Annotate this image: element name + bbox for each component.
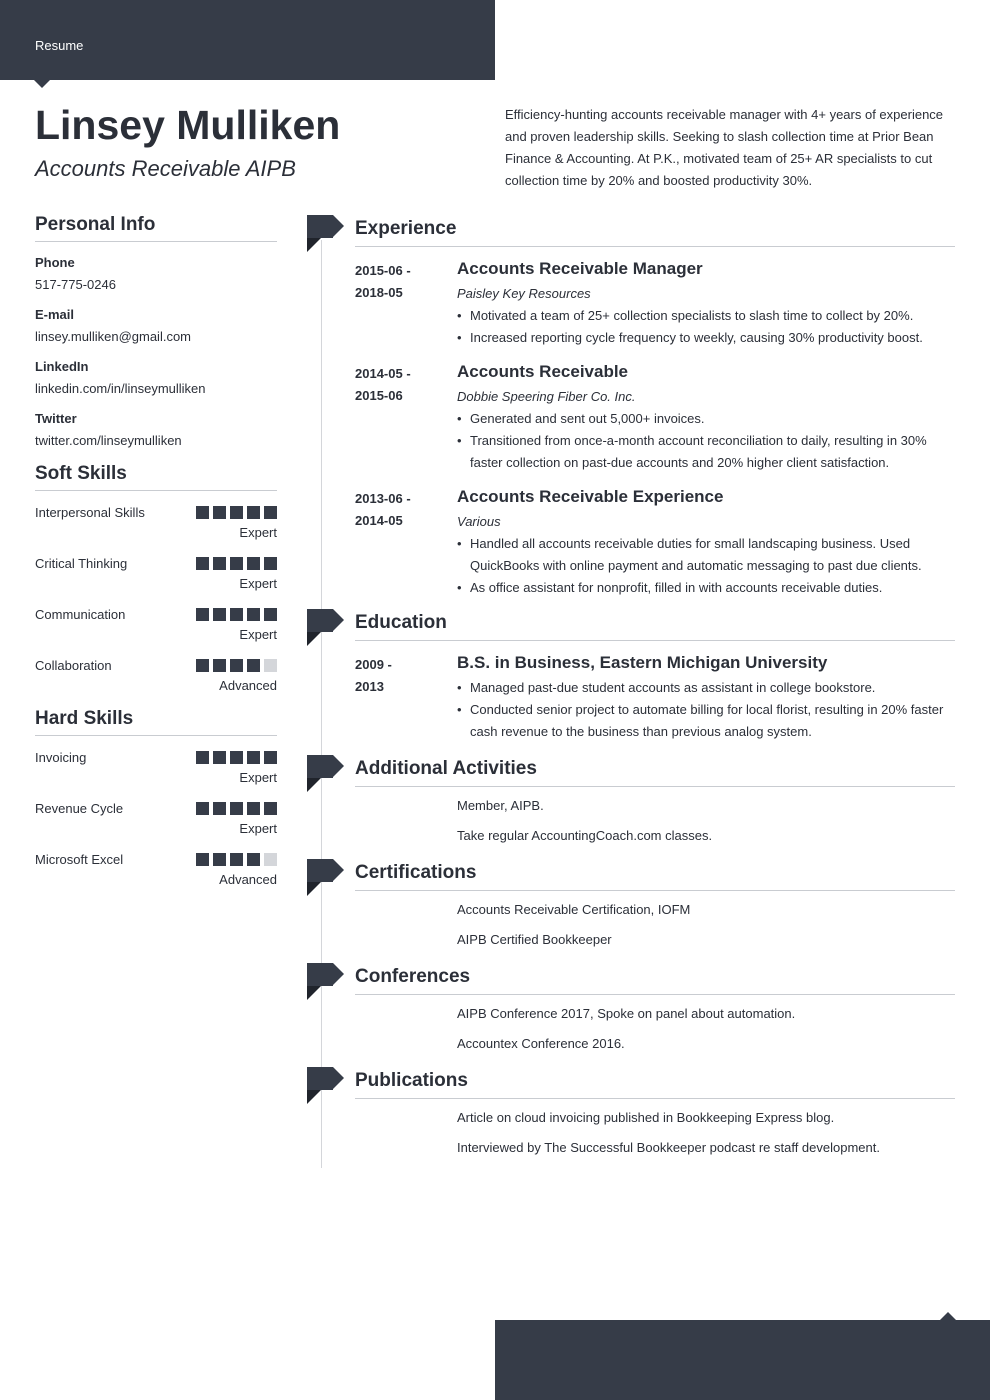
rating-square	[247, 751, 260, 764]
rating-square	[247, 853, 260, 866]
personal-info-list	[35, 255, 277, 449]
rating-square	[230, 506, 243, 519]
flag-icon	[307, 859, 344, 896]
bullet-item: • Motivated a team of 25+ collection specialists to slash time to collect by 20%.	[457, 305, 955, 327]
rating-square	[213, 853, 226, 866]
certifications-heading: Certifications	[355, 862, 955, 891]
rating-square	[230, 751, 243, 764]
timeline-entry	[355, 258, 955, 349]
skill-rating	[192, 608, 277, 621]
list-item: Interviewed by The Successful Bookkeeper podcast re staff development.	[457, 1140, 880, 1155]
entry-body	[457, 361, 955, 474]
skill-item	[35, 851, 277, 902]
candidate-name: Linsey Mulliken	[35, 102, 341, 148]
flag-icon	[307, 963, 344, 1000]
rating-square	[213, 802, 226, 815]
rating-square	[264, 853, 277, 866]
entry-body	[457, 258, 955, 349]
entry-body	[457, 652, 955, 743]
footer-bar	[495, 1320, 990, 1400]
bullet-item: • Handled all accounts receivable duties for small landscaping business. Used QuickBooks with online payment and automatic messaging to past due clients.	[457, 533, 955, 577]
entry-date	[355, 260, 445, 304]
skill-item	[35, 749, 277, 800]
linkedin-label: LinkedIn	[35, 359, 89, 374]
rating-square	[264, 802, 277, 815]
conferences-heading: Conferences	[355, 966, 955, 995]
list-item: Member, AIPB.	[457, 798, 544, 813]
rating-square	[264, 608, 277, 621]
soft-skills-list	[35, 504, 277, 708]
personal-info-heading: Personal Info	[35, 214, 277, 242]
rating-square	[247, 608, 260, 621]
flag-icon	[307, 1067, 344, 1104]
experience-entries	[307, 258, 955, 611]
rating-square	[196, 659, 209, 672]
date-start: 2015-06 -	[355, 263, 411, 278]
rating-square	[230, 853, 243, 866]
rating-square	[230, 608, 243, 621]
list-item: Article on cloud invoicing published in Bookkeeping Express blog.	[457, 1110, 835, 1125]
skill-name: Collaboration	[35, 658, 112, 673]
skill-rating	[192, 659, 277, 672]
entry-title: B.S. in Business, Eastern Michigan University	[457, 653, 828, 672]
rating-square	[196, 853, 209, 866]
rating-square	[264, 557, 277, 570]
skill-item	[35, 606, 277, 657]
bullet-item: • Managed past-due student accounts as assistant in college bookstore.	[457, 677, 955, 699]
timeline-entry	[355, 486, 955, 599]
soft-skills-heading: Soft Skills	[35, 463, 277, 491]
entry-company: Various	[457, 514, 501, 529]
bullet-item: • Transitioned from once-a-month account reconciliation to daily, resulting in 30% faster collection on past-due accounts and 20% higher client satisfaction.	[457, 430, 955, 474]
list-item: Accountex Conference 2016.	[457, 1036, 625, 1051]
twitter-value[interactable]: twitter.com/linseymulliken	[35, 433, 182, 448]
experience-heading: Experience	[355, 218, 955, 247]
skill-level: Expert	[239, 627, 277, 642]
twitter-label: Twitter	[35, 411, 77, 426]
candidate-title: Accounts Receivable AIPB	[35, 156, 296, 181]
date-end: 2018-05	[355, 285, 403, 300]
entry-date	[355, 654, 445, 698]
profile-summary: Efficiency-hunting accounts receivable manager with 4+ years of experience and proven leadership skills. Seeking to slash collection time at Prior Bean Finance & Accounting. At P.K., motivated team of 25+ AR specialists to cut collection time by 20% and boosted productivity 30%.	[505, 107, 944, 188]
skill-level: Expert	[239, 821, 277, 836]
bullet-item: • Increased reporting cycle frequency to weekly, causing 30% productivity boost.	[457, 327, 955, 349]
skill-name: Communication	[35, 607, 126, 622]
list-item: AIPB Conference 2017, Spoke on panel about automation.	[457, 1006, 796, 1021]
bullet-item: • As office assistant for nonprofit, filled in with accounts receivable duties.	[457, 577, 955, 599]
skill-level: Expert	[239, 576, 277, 591]
linkedin-value[interactable]: linkedin.com/in/linseymulliken	[35, 381, 206, 396]
phone-label: Phone	[35, 255, 75, 270]
skill-level: Advanced	[219, 872, 277, 887]
skill-rating	[192, 853, 277, 866]
skill-level: Expert	[239, 525, 277, 540]
skill-name: Invoicing	[35, 750, 87, 765]
date-start: 2009 -	[355, 657, 392, 672]
rating-square	[213, 659, 226, 672]
rating-square	[247, 802, 260, 815]
additional-activities-list	[307, 798, 955, 858]
date-end: 2014-05	[355, 513, 403, 528]
skill-item	[35, 504, 277, 555]
entry-body	[457, 486, 955, 599]
bullet-item: • Generated and sent out 5,000+ invoices.	[457, 408, 955, 430]
skill-level: Advanced	[219, 678, 277, 693]
skill-rating	[192, 802, 277, 815]
additional-activities-heading: Additional Activities	[355, 758, 955, 787]
skill-name: Microsoft Excel	[35, 852, 124, 867]
bullet-list	[457, 408, 955, 474]
skill-rating	[192, 557, 277, 570]
flag-icon	[307, 609, 344, 646]
bullet-list	[457, 305, 955, 349]
conferences-list	[307, 1006, 955, 1066]
rating-square	[247, 506, 260, 519]
footer-bar-notch	[940, 1312, 956, 1320]
entry-company: Dobbie Speering Fiber Co. Inc.	[457, 389, 636, 404]
rating-square	[230, 802, 243, 815]
publications-list	[307, 1110, 955, 1170]
timeline-entry	[355, 361, 955, 474]
hard-skills-list	[35, 749, 277, 902]
hard-skills-heading: Hard Skills	[35, 708, 277, 736]
skill-name: Critical Thinking	[35, 556, 128, 571]
entry-title: Accounts Receivable Experience	[457, 487, 724, 506]
date-end: 2015-06	[355, 388, 403, 403]
skill-rating	[192, 751, 277, 764]
email-value[interactable]: linsey.mulliken@gmail.com	[35, 329, 191, 344]
rating-square	[196, 608, 209, 621]
resume-label: Resume	[35, 38, 84, 53]
rating-square	[196, 802, 209, 815]
education-entries	[307, 652, 955, 755]
skill-item	[35, 657, 277, 708]
header-bar	[0, 0, 495, 80]
entry-title: Accounts Receivable	[457, 362, 629, 381]
skill-item	[35, 800, 277, 851]
rating-square	[247, 557, 260, 570]
bullet-list	[457, 677, 955, 743]
entry-date	[355, 363, 445, 407]
rating-square	[264, 506, 277, 519]
header-bar-notch	[34, 80, 50, 88]
date-end: 2013	[355, 679, 384, 694]
entry-company: Paisley Key Resources	[457, 286, 591, 301]
rating-square	[196, 557, 209, 570]
email-label: E-mail	[35, 307, 75, 322]
rating-square	[264, 751, 277, 764]
skill-name: Revenue Cycle	[35, 801, 124, 816]
date-start: 2013-06 -	[355, 491, 411, 506]
education-heading: Education	[355, 612, 955, 641]
bullet-item: • Conducted senior project to automate billing for local florist, resulting in 20% faster cash revenue to the business than previous analog system.	[457, 699, 955, 743]
rating-square	[230, 557, 243, 570]
list-item: Take regular AccountingCoach.com classes.	[457, 828, 713, 843]
list-item: Accounts Receivable Certification, IOFM	[457, 902, 691, 917]
rating-square	[264, 659, 277, 672]
rating-square	[196, 506, 209, 519]
skill-name: Interpersonal Skills	[35, 505, 145, 520]
rating-square	[247, 659, 260, 672]
flag-icon	[307, 215, 344, 252]
skill-rating	[192, 506, 277, 519]
flag-icon	[307, 755, 344, 792]
rating-square	[213, 557, 226, 570]
skill-item	[35, 555, 277, 606]
rating-square	[213, 751, 226, 764]
certifications-list	[307, 902, 955, 962]
list-item: AIPB Certified Bookkeeper	[457, 932, 612, 947]
phone-value[interactable]: 517-775-0246	[35, 277, 116, 292]
skill-level: Expert	[239, 770, 277, 785]
timeline-entry	[355, 652, 955, 743]
rating-square	[230, 659, 243, 672]
entry-date	[355, 488, 445, 532]
entry-title: Accounts Receivable Manager	[457, 259, 703, 278]
bullet-list	[457, 533, 955, 599]
rating-square	[213, 608, 226, 621]
rating-square	[196, 751, 209, 764]
sidebar	[35, 214, 277, 902]
publications-heading: Publications	[355, 1070, 955, 1099]
date-start: 2014-05 -	[355, 366, 411, 381]
rating-square	[213, 506, 226, 519]
